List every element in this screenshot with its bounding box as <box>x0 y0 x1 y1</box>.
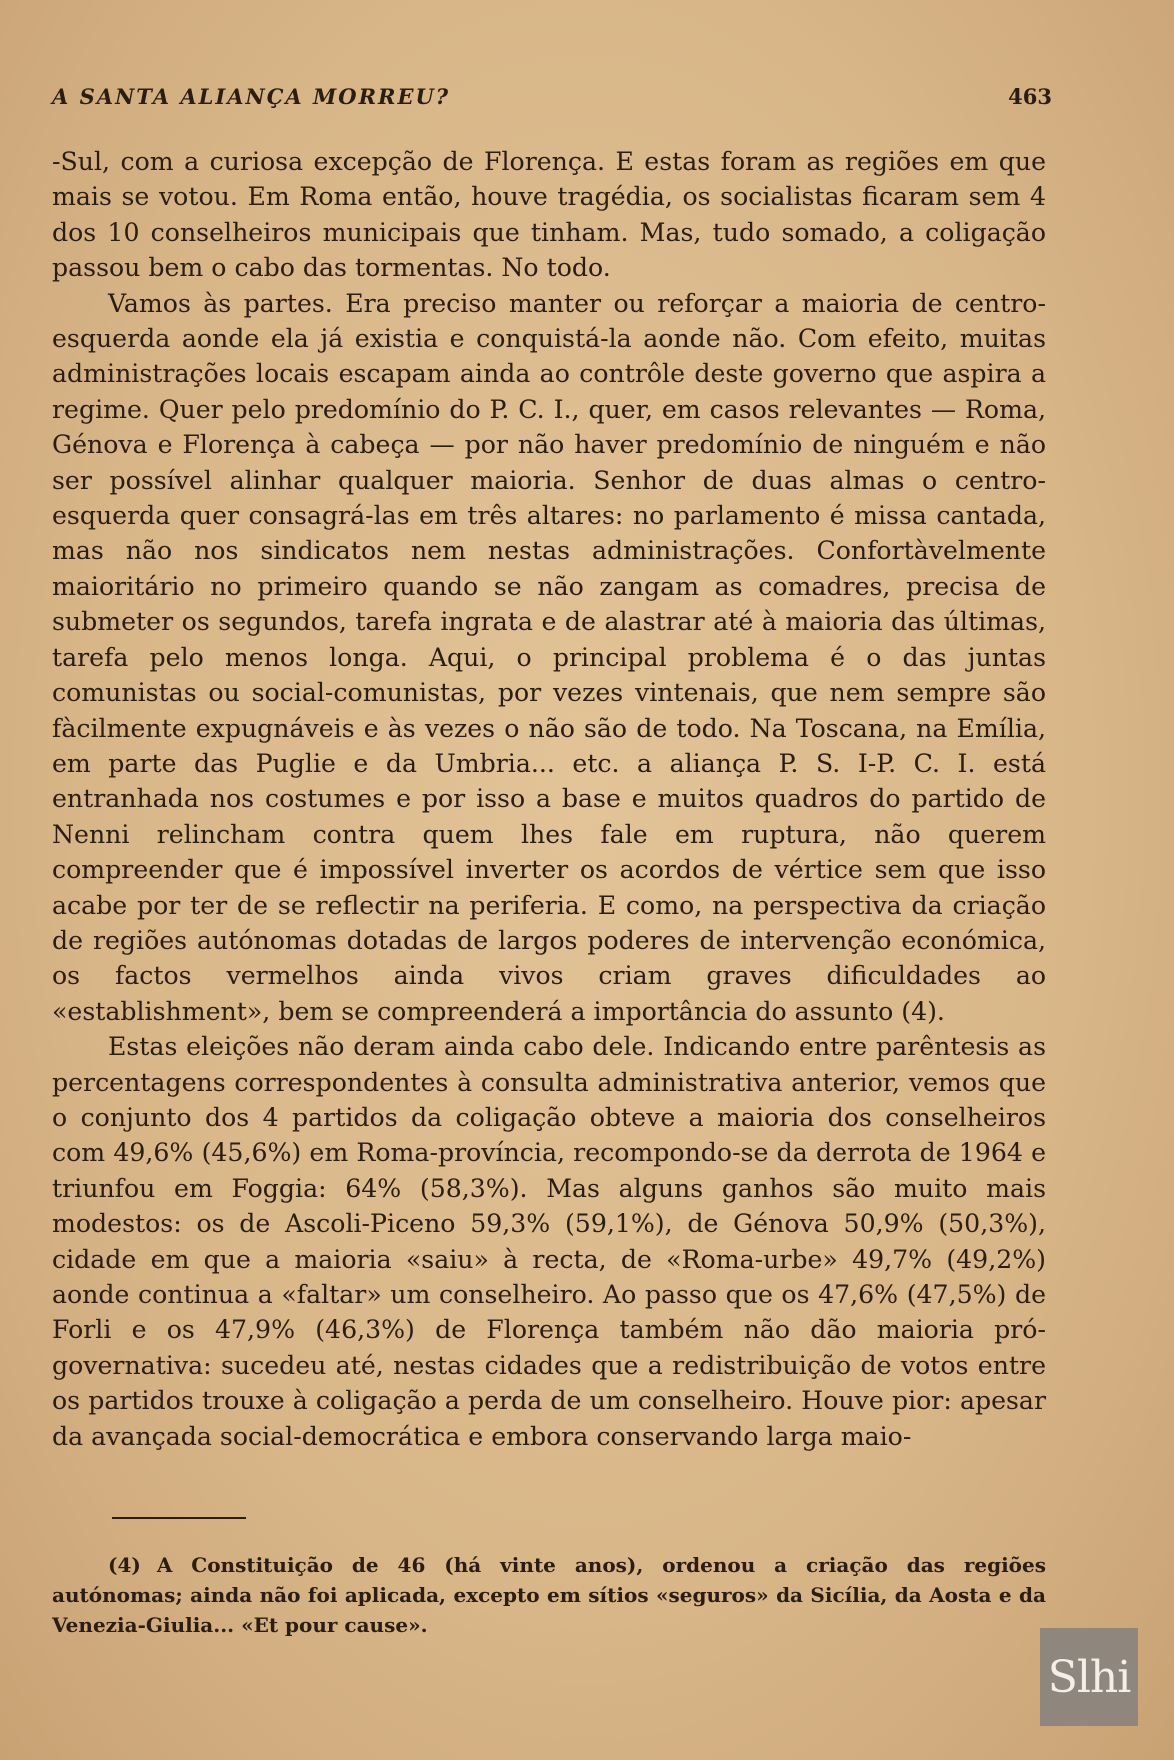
paragraph-1: -Sul, com a curiosa excepção de Florença. E estas foram as regiões em que mais se votou. Em Roma então, houve tragédia, os socialistas ficaram sem 4 dos 10 conselheiros municipais que tinham. Mas, tudo somado, a coligação passou bem o cabo das tormentas. No todo. <box>52 147 1046 283</box>
footnote <box>52 1550 1046 1640</box>
footnote-divider <box>112 1517 246 1519</box>
archive-logo <box>1040 1628 1138 1726</box>
paragraph-3: Estas eleições não deram ainda cabo dele. Indicando entre parêntesis as percentagens correspondentes à consulta administrativa anterior, vemos que o conjunto dos 4 partidos da coligação obteve a maioria dos conselheiros com 49,6% (45,6%) em Roma-província, recompondo-se da derrota de 1964 e triunfou em Foggia: 64% (58,3%). Mas alguns ganhos são muito mais modestos: os de Ascoli-Piceno 59,3% (59,1%), de Génova 50,9% (50,3%), cidade em que a maioria «saiu» à recta, de «Roma-urbe» 49,7% (49,2%) aonde continua a «faltar» um conselheiro. Ao passo que os 47,6% (47,5%) de Forli e os 47,9% (46,3%) de Florença também não dão maioria pró-governativa: sucedeu até, nestas cidades que a redistribuição de votos entre os partidos trouxe à coligação a perda de um conselheiro. Houve pior: apesar da avançada social-democrática e embora conservando larga maio- <box>52 1032 1046 1451</box>
page-header <box>52 80 1052 112</box>
book-page <box>52 0 1052 1760</box>
running-title: A SANTA ALIANÇA MORREU? <box>52 83 451 109</box>
body-text <box>52 144 1046 1454</box>
footnote-text: A Constituição de 46 (há vinte anos), ordenou a criação das regiões autónomas; ainda não foi aplicada, excepto em sítios «seguros» da Sicília, da Aosta e da Venezia-Giulia... «Et pour cause». <box>52 1553 1046 1637</box>
footnote-marker: (4) <box>108 1553 141 1577</box>
logo-text: Slhi <box>1047 1651 1131 1703</box>
page-number: 463 <box>1008 83 1052 109</box>
paragraph-2: Vamos às partes. Era preciso manter ou reforçar a maioria de centro-esquerda aonde ela já existia e conquistá-la aonde não. Com efeito, muitas administrações locais escapam ainda ao contrôle deste governo que aspira a regime. Quer pelo predomínio do P. C. I., quer, em casos relevantes — Roma, Génova e Florença à cabeça — por não haver predomínio de ninguém e não ser possível alinhar qualquer maioria. Senhor de duas almas o centro-esquerda quer consagrá-las em três altares: no parlamento é missa cantada, mas não nos sindicatos nem nestas administrações. Confortàvelmente maioritário no primeiro quando se não zangam as comadres, precisa de submeter os segundos, tarefa ingrata e de alastrar até à maioria das últimas, tarefa pelo menos longa. Aqui, o principal problema é o das juntas comunistas ou social-comunistas, por vezes vintenais, que nem sempre são fàcilmente expugnáveis e às vezes o não são de todo. Na Toscana, na Emília, em parte das Puglie e da Umbria... etc. a aliança P. S. I-P. C. I. está entranhada nos costumes e por isso a base e muitos quadros do partido de Nenni relincham contra quem lhes fale em ruptura, não querem compreender que é impossível inverter os acordos de vértice sem que isso acabe por ter de se reflectir na periferia. E como, na perspectiva da criação de regiões autónomas dotadas de largos poderes de intervenção económica, os factos vermelhos ainda vivos criam graves dificuldades ao «establishment», bem se compreenderá a importância do assunto (4). <box>52 288 1046 1026</box>
